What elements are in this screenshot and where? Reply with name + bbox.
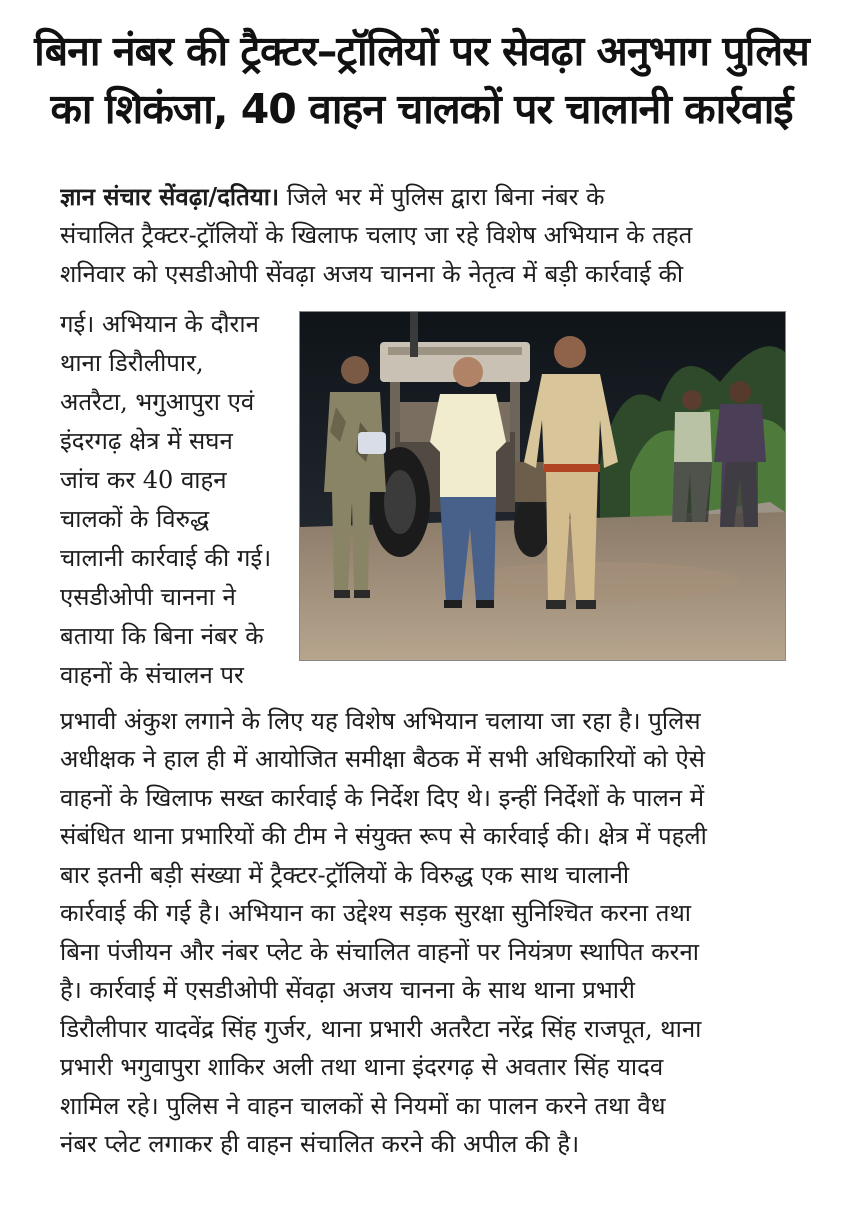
body-line: कार्रवाई की गई है। अभियान का उद्देश्य सड़क सुरक्षा सुनिश्चित करना तथा [60, 899, 691, 927]
headline-line-2: का शिकंजा, 40 वाहन चालकों पर चालानी कार्रवाई [50, 85, 793, 133]
body-line [60, 178, 784, 216]
headline [0, 22, 843, 138]
dateline: ज्ञान संचार सेंवढ़ा/दतिया। [60, 182, 280, 211]
body-line: संबंधित थाना प्रभारियों की टीम ने संयुक्त रूप से कार्रवाई की। क्षेत्र में पहली [60, 822, 707, 850]
body-line: प्रभारी भगुवापुरा शाकिर अली तथा थाना इंदरगढ़ से अवतार सिंह यादव [60, 1053, 664, 1081]
headline-line-1: बिना नंबर की ट्रैक्टर–ट्रॉलियों पर सेवढ़ा अनुभाग पुलिस [34, 27, 809, 75]
body-line-side: चालानी कार्रवाई की गई। [60, 544, 272, 572]
body-line-side: इंदरगढ़ क्षेत्र में सघन [60, 427, 233, 455]
body-line: शामिल रहे। पुलिस ने वाहन चालकों से नियमों का पालन करने तथा वैध [60, 1092, 666, 1120]
body-line: वाहनों के खिलाफ सख्त कार्रवाई के निर्देश दिए थे। इन्हीं निर्देशों के पालन में [60, 784, 705, 812]
news-photo-police-tractor-checking-icon [300, 312, 785, 660]
body-line-side: एसडीओपी चानना ने [60, 583, 236, 611]
body-line-side: थाना डिरौलीपार, [60, 349, 204, 377]
body-line-side: गई। अभियान के दौरान [60, 310, 259, 338]
body-line: है। कार्रवाई में एसडीओपी सेंवढ़ा अजय चानना के साथ थाना प्रभारी [60, 976, 635, 1004]
body-line: बार इतनी बड़ी संख्या में ट्रैक्टर-ट्रॉलियों के विरुद्ध एक साथ चालानी [60, 861, 630, 889]
body-line: नंबर प्लेट लगाकर ही वाहन संचालित करने की अपील की है। [60, 1130, 580, 1158]
body-line: अधीक्षक ने हाल ही में आयोजित समीक्षा बैठक में सभी अधिकारियों को ऐसे [60, 745, 705, 773]
body-line-side: बताया कि बिना नंबर के [60, 622, 264, 650]
body-line: बिना पंजीयन और नंबर प्लेट के संचालित वाहनों पर नियंत्रण स्थापित करना [60, 938, 700, 966]
body-line: प्रभावी अंकुश लगाने के लिए यह विशेष अभियान चलाया जा रहा है। पुलिस [60, 707, 701, 735]
body-line-side: चालकों के विरुद्ध [60, 505, 210, 533]
body-line-side: वाहनों के संचालन पर [60, 661, 244, 689]
body-line-side: जांच कर 40 वाहन [60, 466, 227, 494]
body-line: डिरौलीपार यादवेंद्र सिंह गुर्जर, थाना प्रभारी अतरैटा नरेंद्र सिंह राजपूत, थाना [60, 1015, 702, 1043]
body-line: संचालित ट्रैक्टर-ट्रॉलियों के खिलाफ चलाए जा रहे विशेष अभियान के तहत [60, 221, 693, 249]
body-line: शनिवार को एसडीओपी सेंवढ़ा अजय चानना के नेतृत्व में बड़ी कार्रवाई की [60, 260, 684, 288]
first-line-text: जिले भर में पुलिस द्वारा बिना नंबर के [279, 183, 605, 211]
news-photo [299, 311, 786, 661]
body-line-side: अतरैटा, भगुआपुरा एवं [60, 388, 255, 416]
